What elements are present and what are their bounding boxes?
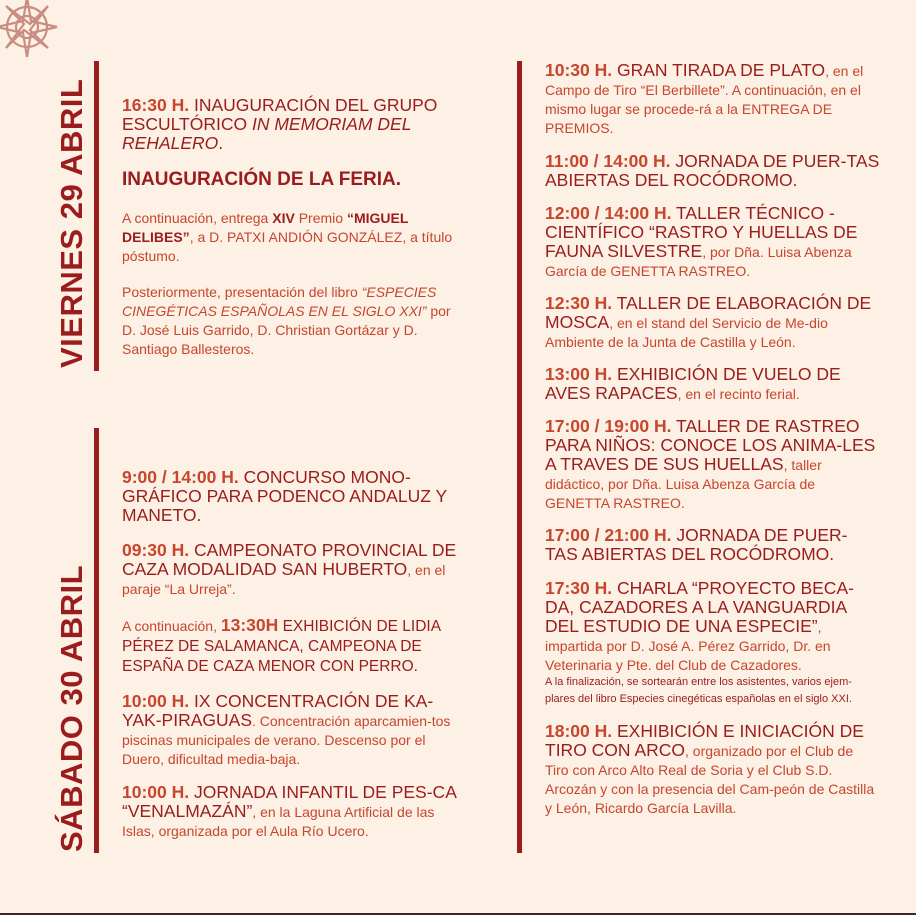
sat-event-4: 10:00 H. IX CONCENTRACIÓN DE KA-YAK-PIRAGUAS. Concentración aparcamien-tos piscinas municipales de verano. Descenso por el Duero, dificultad media-baja. [122, 691, 451, 767]
sat-right-event-9: 18:00 H. EXHIBICIÓN E INICIACIÓN DE TIRO CON ARCO, organizado por el Club de Tiro con Arco Alto Real de Soria y el Club S.D. Arcozán y con la presencia del Cam-peón de Castilla y León, Ricardo García Lavilla. [545, 721, 875, 816]
sat-event-5: 10:00 H. JORNADA INFANTIL DE PES-CA “VENALMAZÁN”, en la Laguna Artificial de las Islas, organizada por el Aula Río Ucero. [122, 782, 456, 839]
sat-event-3: A continuación, 13:30H EXHIBICIÓN DE LIDIA PÉREZ DE SALAMANCA, CAMPEONA DE ESPAÑA DE CAZA MENOR CON PERRO. [122, 615, 441, 675]
sat-right-event-5: 13:00 H. EXHIBICIÓN DE VUELO DE AVES RAPACES, en el recinto ferial. [545, 364, 841, 403]
right-column-bar [517, 61, 522, 853]
sat-right-event-3: 12:00 / 14:00 H. TALLER TÉCNICO - CIENTÍFICO “RASTRO Y HUELLAS DE FAUNA SILVESTRE, por Dña. Luisa Abenza García de GENETTA RASTREO. [545, 203, 858, 279]
saturday-bar [94, 428, 99, 853]
saturday-left-column [122, 468, 467, 840]
sat-right-event-8-note: A la finalización, se sortearán entre los asistentes, varios ejem-plares del libro Especies cinegéticas españolas en el siglo XXI. [545, 676, 852, 705]
sat-right-event-8: 17:30 H. CHARLA “PROYECTO BECA-DA, CAZADORES A LA VANGUARDIA DEL ESTUDIO DE UNA ESPECIE”, impartida por D. José A. Pérez Garrido, Dr. en Veterinaria y Pte. del Club de Cazadores. [545, 578, 854, 673]
sat-right-event-1: 10:30 H. GRAN TIRADA DE PLATO, en el Campo de Tiro “El Berbillete”. A continuación, en el mismo lugar se procede-rá a la ENTREGA DE PREMIOS. [545, 60, 864, 136]
friday-day-label: VIERNES 29 ABRIL [54, 78, 89, 368]
friday-column [122, 96, 467, 359]
sat-right-event-2: 11:00 / 14:00 H. JORNADA DE PUER-TAS ABIERTAS DEL ROCÓDROMO. [545, 151, 880, 190]
friday-bar [94, 61, 99, 371]
sat-event-1: 9:00 / 14:00 H. CONCURSO MONO-GRÁFICO PARA PODENCO ANDALUZ Y MANETO. [122, 467, 447, 525]
sat-right-event-7: 17:00 / 21:00 H. JORNADA DE PUER-TAS ABIERTAS DEL ROCÓDROMO. [545, 525, 848, 564]
saturday-day-label: SÁBADO 30 ABRIL [54, 564, 89, 852]
sat-event-2: 09:30 H. CAMPEONATO PROVINCIAL DE CAZA MODALIDAD SAN HUBERTO, en el paraje “La Urreja”. [122, 540, 457, 597]
friday-event-4: Posteriormente, presentación del libro “ESPECIES CINEGÉTICAS ESPAÑOLAS EN EL SIGLO XXI” por D. José Luis Garrido, D. Christian Gortázar y D. Santiago Ballesteros. [122, 284, 451, 357]
sat-right-event-4: 12:30 H. TALLER DE ELABORACIÓN DE MOSCA, en el stand del Servicio de Me-dio Ambiente de la Junta de Castilla y León. [545, 293, 872, 350]
saturday-right-column [545, 61, 880, 817]
friday-event-1: 16:30 H. INAUGURACIÓN DEL GRUPO ESCULTÓRICO IN MEMORIAM DEL REHALERO. [122, 95, 438, 153]
friday-event-3: A continuación, entrega XIV Premio “MIGUEL DELIBES”, a D. PATXI ANDIÓN GONZÁLEZ, a título póstumo. [122, 210, 453, 264]
friday-event-2: INAUGURACIÓN DE LA FERIA. [122, 169, 402, 190]
sat-right-event-6: 17:00 / 19:00 H. TALLER DE RASTREO PARA NIÑOS: CONOCE LOS ANIMA-LES A TRAVES DE SUS HUELLAS, taller didáctico, por Dña. Luisa Abenza García de GENETTA RASTREO. [545, 416, 876, 511]
compass-rose-icon [0, 0, 60, 60]
